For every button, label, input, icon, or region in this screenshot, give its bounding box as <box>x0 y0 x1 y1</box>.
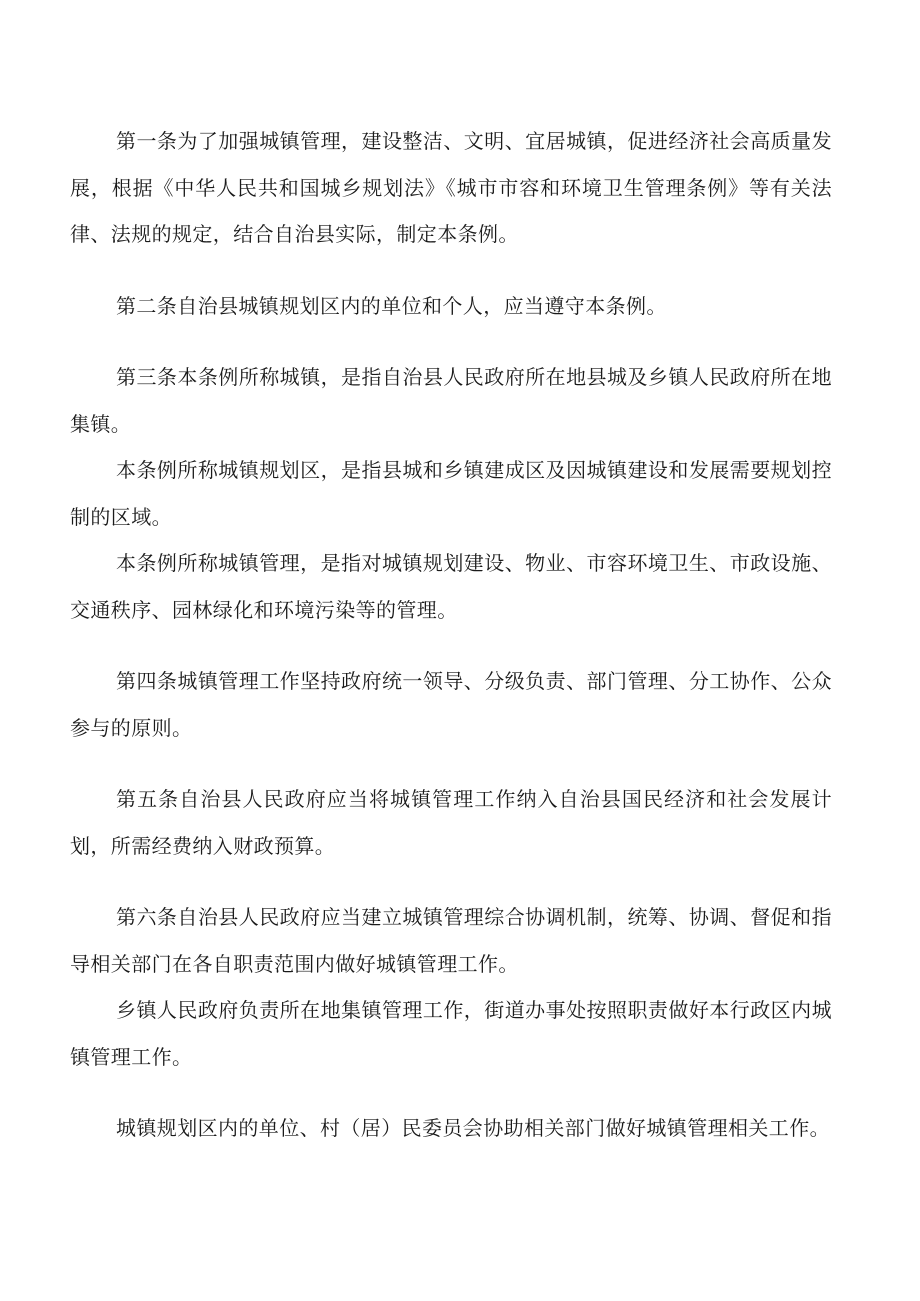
article-3-paragraph: 第三条本条例所称城镇，是指自治县人民政府所在地县城及乡镇人民政府所在地集镇。 <box>70 365 832 436</box>
article-4-paragraph: 第四条城镇管理工作坚持政府统一领导、分级负责、部门管理、分工协作、公众参与的原则。 <box>70 669 832 740</box>
article-3-clause-2-paragraph: 本条例所称城镇规划区，是指县城和乡镇建成区及因城镇建设和发展需要规划控制的区域。 <box>70 458 832 529</box>
article-3-clause-3-paragraph: 本条例所称城镇管理，是指对城镇规划建设、物业、市容环境卫生、市政设施、交通秩序、园林绿化和环境污染等的管理。 <box>70 551 832 622</box>
article-6-paragraph: 第六条自治县人民政府应当建立城镇管理综合协调机制，统筹、协调、督促和指导相关部门在各自职责范围内做好城镇管理工作。 <box>70 905 832 976</box>
article-6-clause-2-paragraph: 乡镇人民政府负责所在地集镇管理工作，街道办事处按照职责做好本行政区内城镇管理工作。 <box>70 998 832 1069</box>
article-5-paragraph: 第五条自治县人民政府应当将城镇管理工作纳入自治县国民经济和社会发展计划，所需经费纳入财政预算。 <box>70 787 832 858</box>
article-2-paragraph: 第二条自治县城镇规划区内的单位和个人，应当遵守本条例。 <box>116 293 667 318</box>
article-6-clause-3-paragraph: 城镇规划区内的单位、村（居）民委员会协助相关部门做好城镇管理相关工作。 <box>116 1116 830 1140</box>
article-1-paragraph: 第一条为了加强城镇管理，建设整洁、文明、宜居城镇，促进经济社会高质量发展，根据《中华人民共和国城乡规划法》《城市市容和环境卫生管理条例》等有关法律、法规的规定，结合自治县实际，制定本条例。 <box>70 129 832 246</box>
